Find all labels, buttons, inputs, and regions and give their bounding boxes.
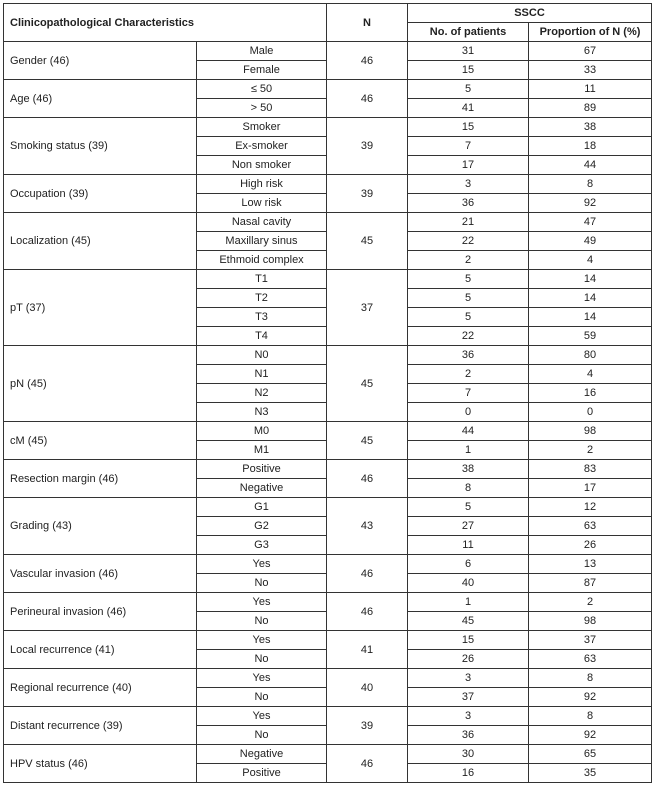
patients-value: 40	[408, 574, 529, 593]
subcategory-label: T2	[197, 289, 327, 308]
patients-value: 3	[408, 175, 529, 194]
subcategory-label: T3	[197, 308, 327, 327]
patients-value: 5	[408, 308, 529, 327]
proportion-value: 44	[529, 156, 652, 175]
patients-value: 3	[408, 669, 529, 688]
proportion-value: 38	[529, 118, 652, 137]
subcategory-label: Yes	[197, 593, 327, 612]
patients-value: 2	[408, 251, 529, 270]
n-value: 46	[327, 555, 408, 593]
proportion-value: 17	[529, 479, 652, 498]
proportion-value: 11	[529, 80, 652, 99]
table-row	[4, 175, 652, 194]
proportion-value: 12	[529, 498, 652, 517]
n-value: 39	[327, 707, 408, 745]
characteristic-label: Age (46)	[4, 80, 197, 118]
header-n: N	[327, 4, 408, 42]
table-row	[4, 213, 652, 232]
patients-value: 38	[408, 460, 529, 479]
patients-value: 11	[408, 536, 529, 555]
patients-value: 27	[408, 517, 529, 536]
proportion-value: 89	[529, 99, 652, 118]
proportion-value: 98	[529, 422, 652, 441]
patients-value: 5	[408, 289, 529, 308]
characteristic-label: pN (45)	[4, 346, 197, 422]
patients-value: 22	[408, 232, 529, 251]
characteristic-label: Occupation (39)	[4, 175, 197, 213]
proportion-value: 63	[529, 650, 652, 669]
proportion-value: 35	[529, 764, 652, 783]
proportion-value: 80	[529, 346, 652, 365]
subcategory-label: ≤ 50	[197, 80, 327, 99]
n-value: 46	[327, 80, 408, 118]
characteristic-label: Resection margin (46)	[4, 460, 197, 498]
patients-value: 7	[408, 137, 529, 156]
patients-value: 21	[408, 213, 529, 232]
table-row	[4, 669, 652, 688]
subcategory-label: M0	[197, 422, 327, 441]
subcategory-label: > 50	[197, 99, 327, 118]
n-value: 45	[327, 422, 408, 460]
proportion-value: 92	[529, 726, 652, 745]
patients-value: 36	[408, 726, 529, 745]
table-row	[4, 42, 652, 61]
subcategory-label: No	[197, 574, 327, 593]
proportion-value: 14	[529, 270, 652, 289]
table-row	[4, 460, 652, 479]
table-row	[4, 346, 652, 365]
characteristic-label: Local recurrence (41)	[4, 631, 197, 669]
patients-value: 15	[408, 118, 529, 137]
table-row	[4, 270, 652, 289]
proportion-value: 16	[529, 384, 652, 403]
patients-value: 2	[408, 365, 529, 384]
table-row	[4, 555, 652, 574]
subcategory-label: G2	[197, 517, 327, 536]
subcategory-label: Ex-smoker	[197, 137, 327, 156]
patients-value: 1	[408, 441, 529, 460]
proportion-value: 26	[529, 536, 652, 555]
characteristic-label: Perineural invasion (46)	[4, 593, 197, 631]
n-value: 40	[327, 669, 408, 707]
table-row	[4, 118, 652, 137]
characteristic-label: Localization (45)	[4, 213, 197, 270]
patients-value: 3	[408, 707, 529, 726]
proportion-value: 2	[529, 593, 652, 612]
subcategory-label: High risk	[197, 175, 327, 194]
subcategory-label: N3	[197, 403, 327, 422]
proportion-value: 92	[529, 688, 652, 707]
subcategory-label: Female	[197, 61, 327, 80]
characteristic-label: cM (45)	[4, 422, 197, 460]
proportion-value: 13	[529, 555, 652, 574]
subcategory-label: Non smoker	[197, 156, 327, 175]
patients-value: 0	[408, 403, 529, 422]
subcategory-label: N0	[197, 346, 327, 365]
subcategory-label: M1	[197, 441, 327, 460]
subcategory-label: No	[197, 726, 327, 745]
n-value: 37	[327, 270, 408, 346]
table-header	[4, 4, 652, 42]
header-sscc: SSCC	[408, 4, 652, 23]
characteristic-label: Distant recurrence (39)	[4, 707, 197, 745]
patients-value: 5	[408, 270, 529, 289]
characteristic-label: HPV status (46)	[4, 745, 197, 783]
patients-value: 7	[408, 384, 529, 403]
subcategory-label: Negative	[197, 479, 327, 498]
proportion-value: 92	[529, 194, 652, 213]
proportion-value: 37	[529, 631, 652, 650]
proportion-value: 59	[529, 327, 652, 346]
characteristic-label: Regional recurrence (40)	[4, 669, 197, 707]
patients-value: 17	[408, 156, 529, 175]
patients-value: 15	[408, 631, 529, 650]
characteristic-label: Gender (46)	[4, 42, 197, 80]
patients-value: 5	[408, 498, 529, 517]
subcategory-label: G3	[197, 536, 327, 555]
patients-value: 41	[408, 99, 529, 118]
n-value: 45	[327, 346, 408, 422]
proportion-value: 83	[529, 460, 652, 479]
table-row	[4, 593, 652, 612]
patients-value: 37	[408, 688, 529, 707]
subcategory-label: Ethmoid complex	[197, 251, 327, 270]
characteristic-label: Vascular invasion (46)	[4, 555, 197, 593]
subcategory-label: G1	[197, 498, 327, 517]
proportion-value: 8	[529, 707, 652, 726]
subcategory-label: T4	[197, 327, 327, 346]
patients-value: 5	[408, 80, 529, 99]
patients-value: 15	[408, 61, 529, 80]
subcategory-label: Yes	[197, 555, 327, 574]
proportion-value: 14	[529, 308, 652, 327]
table-row	[4, 80, 652, 99]
proportion-value: 87	[529, 574, 652, 593]
subcategory-label: Positive	[197, 764, 327, 783]
subcategory-label: No	[197, 650, 327, 669]
proportion-value: 67	[529, 42, 652, 61]
subcategory-label: Yes	[197, 631, 327, 650]
proportion-value: 33	[529, 61, 652, 80]
n-value: 39	[327, 118, 408, 175]
n-value: 43	[327, 498, 408, 555]
patients-value: 16	[408, 764, 529, 783]
patients-value: 8	[408, 479, 529, 498]
proportion-value: 47	[529, 213, 652, 232]
subcategory-label: Male	[197, 42, 327, 61]
table-row	[4, 631, 652, 650]
n-value: 46	[327, 745, 408, 783]
proportion-value: 14	[529, 289, 652, 308]
subcategory-label: N2	[197, 384, 327, 403]
subcategory-label: No	[197, 688, 327, 707]
n-value: 46	[327, 460, 408, 498]
n-value: 46	[327, 593, 408, 631]
proportion-value: 4	[529, 365, 652, 384]
n-value: 46	[327, 42, 408, 80]
patients-value: 44	[408, 422, 529, 441]
proportion-value: 18	[529, 137, 652, 156]
header-characteristics: Clinicopathological Characteristics	[4, 4, 327, 42]
proportion-value: 98	[529, 612, 652, 631]
table-row	[4, 745, 652, 764]
subcategory-label: Negative	[197, 745, 327, 764]
characteristic-label: Smoking status (39)	[4, 118, 197, 175]
subcategory-label: Smoker	[197, 118, 327, 137]
subcategory-label: Yes	[197, 669, 327, 688]
patients-value: 31	[408, 42, 529, 61]
patients-value: 26	[408, 650, 529, 669]
patients-value: 22	[408, 327, 529, 346]
patients-value: 30	[408, 745, 529, 764]
characteristic-label: Grading (43)	[4, 498, 197, 555]
proportion-value: 4	[529, 251, 652, 270]
header-proportion: Proportion of N (%)	[529, 23, 652, 42]
clinicopathological-table	[3, 3, 652, 783]
patients-value: 6	[408, 555, 529, 574]
patients-value: 45	[408, 612, 529, 631]
subcategory-label: Positive	[197, 460, 327, 479]
table-row	[4, 707, 652, 726]
characteristic-label: pT (37)	[4, 270, 197, 346]
proportion-value: 2	[529, 441, 652, 460]
subcategory-label: Nasal cavity	[197, 213, 327, 232]
subcategory-label: Low risk	[197, 194, 327, 213]
proportion-value: 63	[529, 517, 652, 536]
proportion-value: 49	[529, 232, 652, 251]
table-body	[4, 42, 652, 783]
table-row	[4, 498, 652, 517]
subcategory-label: Yes	[197, 707, 327, 726]
proportion-value: 8	[529, 175, 652, 194]
n-value: 45	[327, 213, 408, 270]
table-row	[4, 422, 652, 441]
patients-value: 36	[408, 346, 529, 365]
proportion-value: 8	[529, 669, 652, 688]
n-value: 39	[327, 175, 408, 213]
proportion-value: 0	[529, 403, 652, 422]
subcategory-label: T1	[197, 270, 327, 289]
n-value: 41	[327, 631, 408, 669]
subcategory-label: No	[197, 612, 327, 631]
subcategory-label: N1	[197, 365, 327, 384]
proportion-value: 65	[529, 745, 652, 764]
patients-value: 1	[408, 593, 529, 612]
subcategory-label: Maxillary sinus	[197, 232, 327, 251]
header-no-of-patients: No. of patients	[408, 23, 529, 42]
patients-value: 36	[408, 194, 529, 213]
